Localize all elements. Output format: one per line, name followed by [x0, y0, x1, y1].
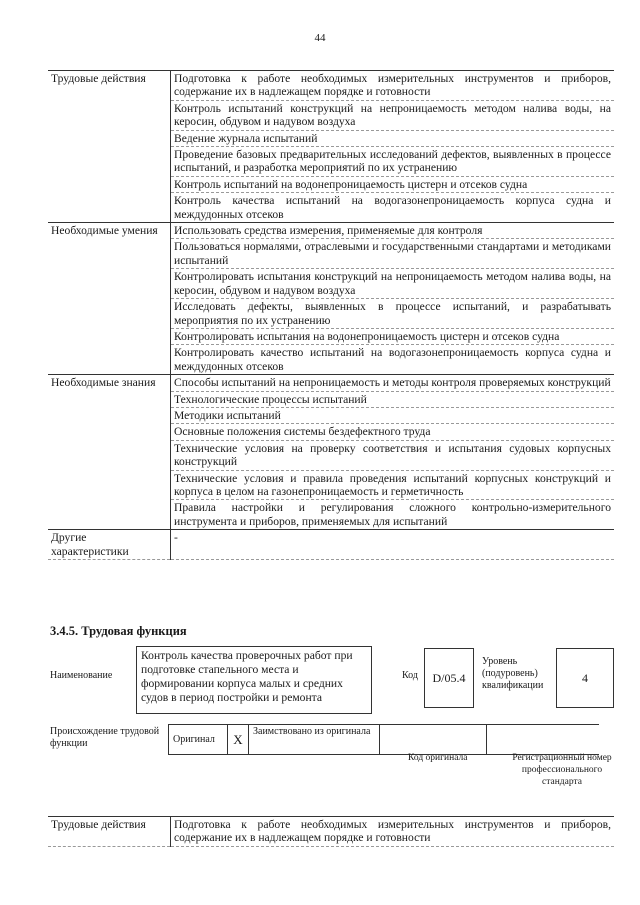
row-item: Технологические процессы испытаний [171, 391, 615, 407]
table-row [48, 530, 614, 560]
qualification-level-box: 4 [556, 648, 614, 708]
row-item: Использовать средства измерения, применяемые для контроля [171, 223, 615, 239]
labor-actions-table [48, 816, 614, 847]
row-item: Контроль качества испытаний на водогазонепроницаемость корпуса судна и междудонных отсеков [171, 193, 615, 223]
row-label: Трудовые действия [48, 71, 171, 223]
row-item: Подготовка к работе необходимых измерительных инструментов и приборов, содержание их в надлежащем порядке и готовности [171, 817, 615, 847]
borrowed-label: Заимствовано из оригинала [249, 725, 380, 755]
code-label: Код [402, 670, 418, 681]
page-number: 44 [314, 32, 326, 44]
table-row [48, 375, 614, 391]
row-item: Контролировать качество испытаний на водогазонепроницаемость корпуса судна и междудонных отсеков [171, 345, 615, 375]
row-item: Контроль испытаний конструкций на непроницаемость методом налива воды, на керосин, обдувом и надувом воздуха [171, 100, 615, 130]
row-item: Правила настройки и регулирования сложного контрольно-измерительного инструмента и приборов, применяемых для испытаний [171, 500, 615, 530]
origin-table [168, 724, 599, 755]
row-item: Контролировать испытания конструкций на непроницаемость методом налива воды, на керосин, обдувом и надувом воздуха [171, 269, 615, 299]
row-item: Способы испытаний на непроницаемость и методы контроля проверяемых конструкций [171, 375, 615, 391]
row-label: Необходимые знания [48, 375, 171, 530]
registration-number-cell [487, 725, 600, 755]
row-item: Контролировать испытания на водонепроницаемость цистерн и отсеков судна [171, 328, 615, 344]
row-item: Подготовка к работе необходимых измерительных инструментов и приборов, содержание их в надлежащем порядке и готовности [171, 71, 615, 101]
row-item: Проведение базовых предварительных исследований дефектов, выявленных в процессе испытаний, и разработка мероприятий по их устранению [171, 147, 615, 177]
original-label: Оригинал [169, 725, 228, 755]
row-item: Ведение журнала испытаний [171, 130, 615, 146]
row-label: Другие характеристики [48, 530, 171, 560]
row-item: Контроль испытаний на водонепроницаемость цистерн и отсеков судна [171, 176, 615, 192]
original-mark: X [228, 725, 249, 755]
original-code-cell [380, 725, 487, 755]
table-row [48, 71, 614, 101]
registration-number-caption: Регистрационный номер профессионального стандарта [512, 753, 612, 787]
origin-label: Происхождение трудовой функции [50, 726, 160, 749]
table-row [48, 817, 614, 847]
original-code-caption: Код оригинала [408, 753, 468, 763]
qualification-level-label: Уровень (подуровень) квалификации [482, 656, 544, 691]
function-code-box: D/05.4 [424, 648, 474, 708]
row-item: Методики испытаний [171, 407, 615, 423]
row-item: Технические условия и правила проведения испытаний корпусных конструкций и корпуса в целом на газонепроницаемость и герметичность [171, 470, 615, 500]
row-item: Основные положения системы бездефектного труда [171, 424, 615, 440]
row-item: Исследовать дефекты, выявленных в процессе испытаний, и разрабатывать мероприятия по их устранению [171, 299, 615, 329]
row-label: Необходимые умения [48, 223, 171, 375]
table-row [48, 223, 614, 239]
requirements-table [48, 70, 614, 560]
name-label: Наименование [50, 670, 113, 681]
row-item: Пользоваться нормалями, отраслевыми и государственными стандартами и методиками испытаний [171, 239, 615, 269]
row-item: - [171, 530, 615, 560]
section-heading: 3.4.5. Трудовая функция [50, 624, 187, 638]
row-item: Технические условия на проверку соответствия и испытания судовых корпусных конструкций [171, 440, 615, 470]
function-name-box: Контроль качества проверочных работ при подготовке стапельного места и формировании корпуса малых и средних судов в период постройки и ремонта [136, 646, 372, 714]
row-label: Трудовые действия [48, 817, 171, 847]
